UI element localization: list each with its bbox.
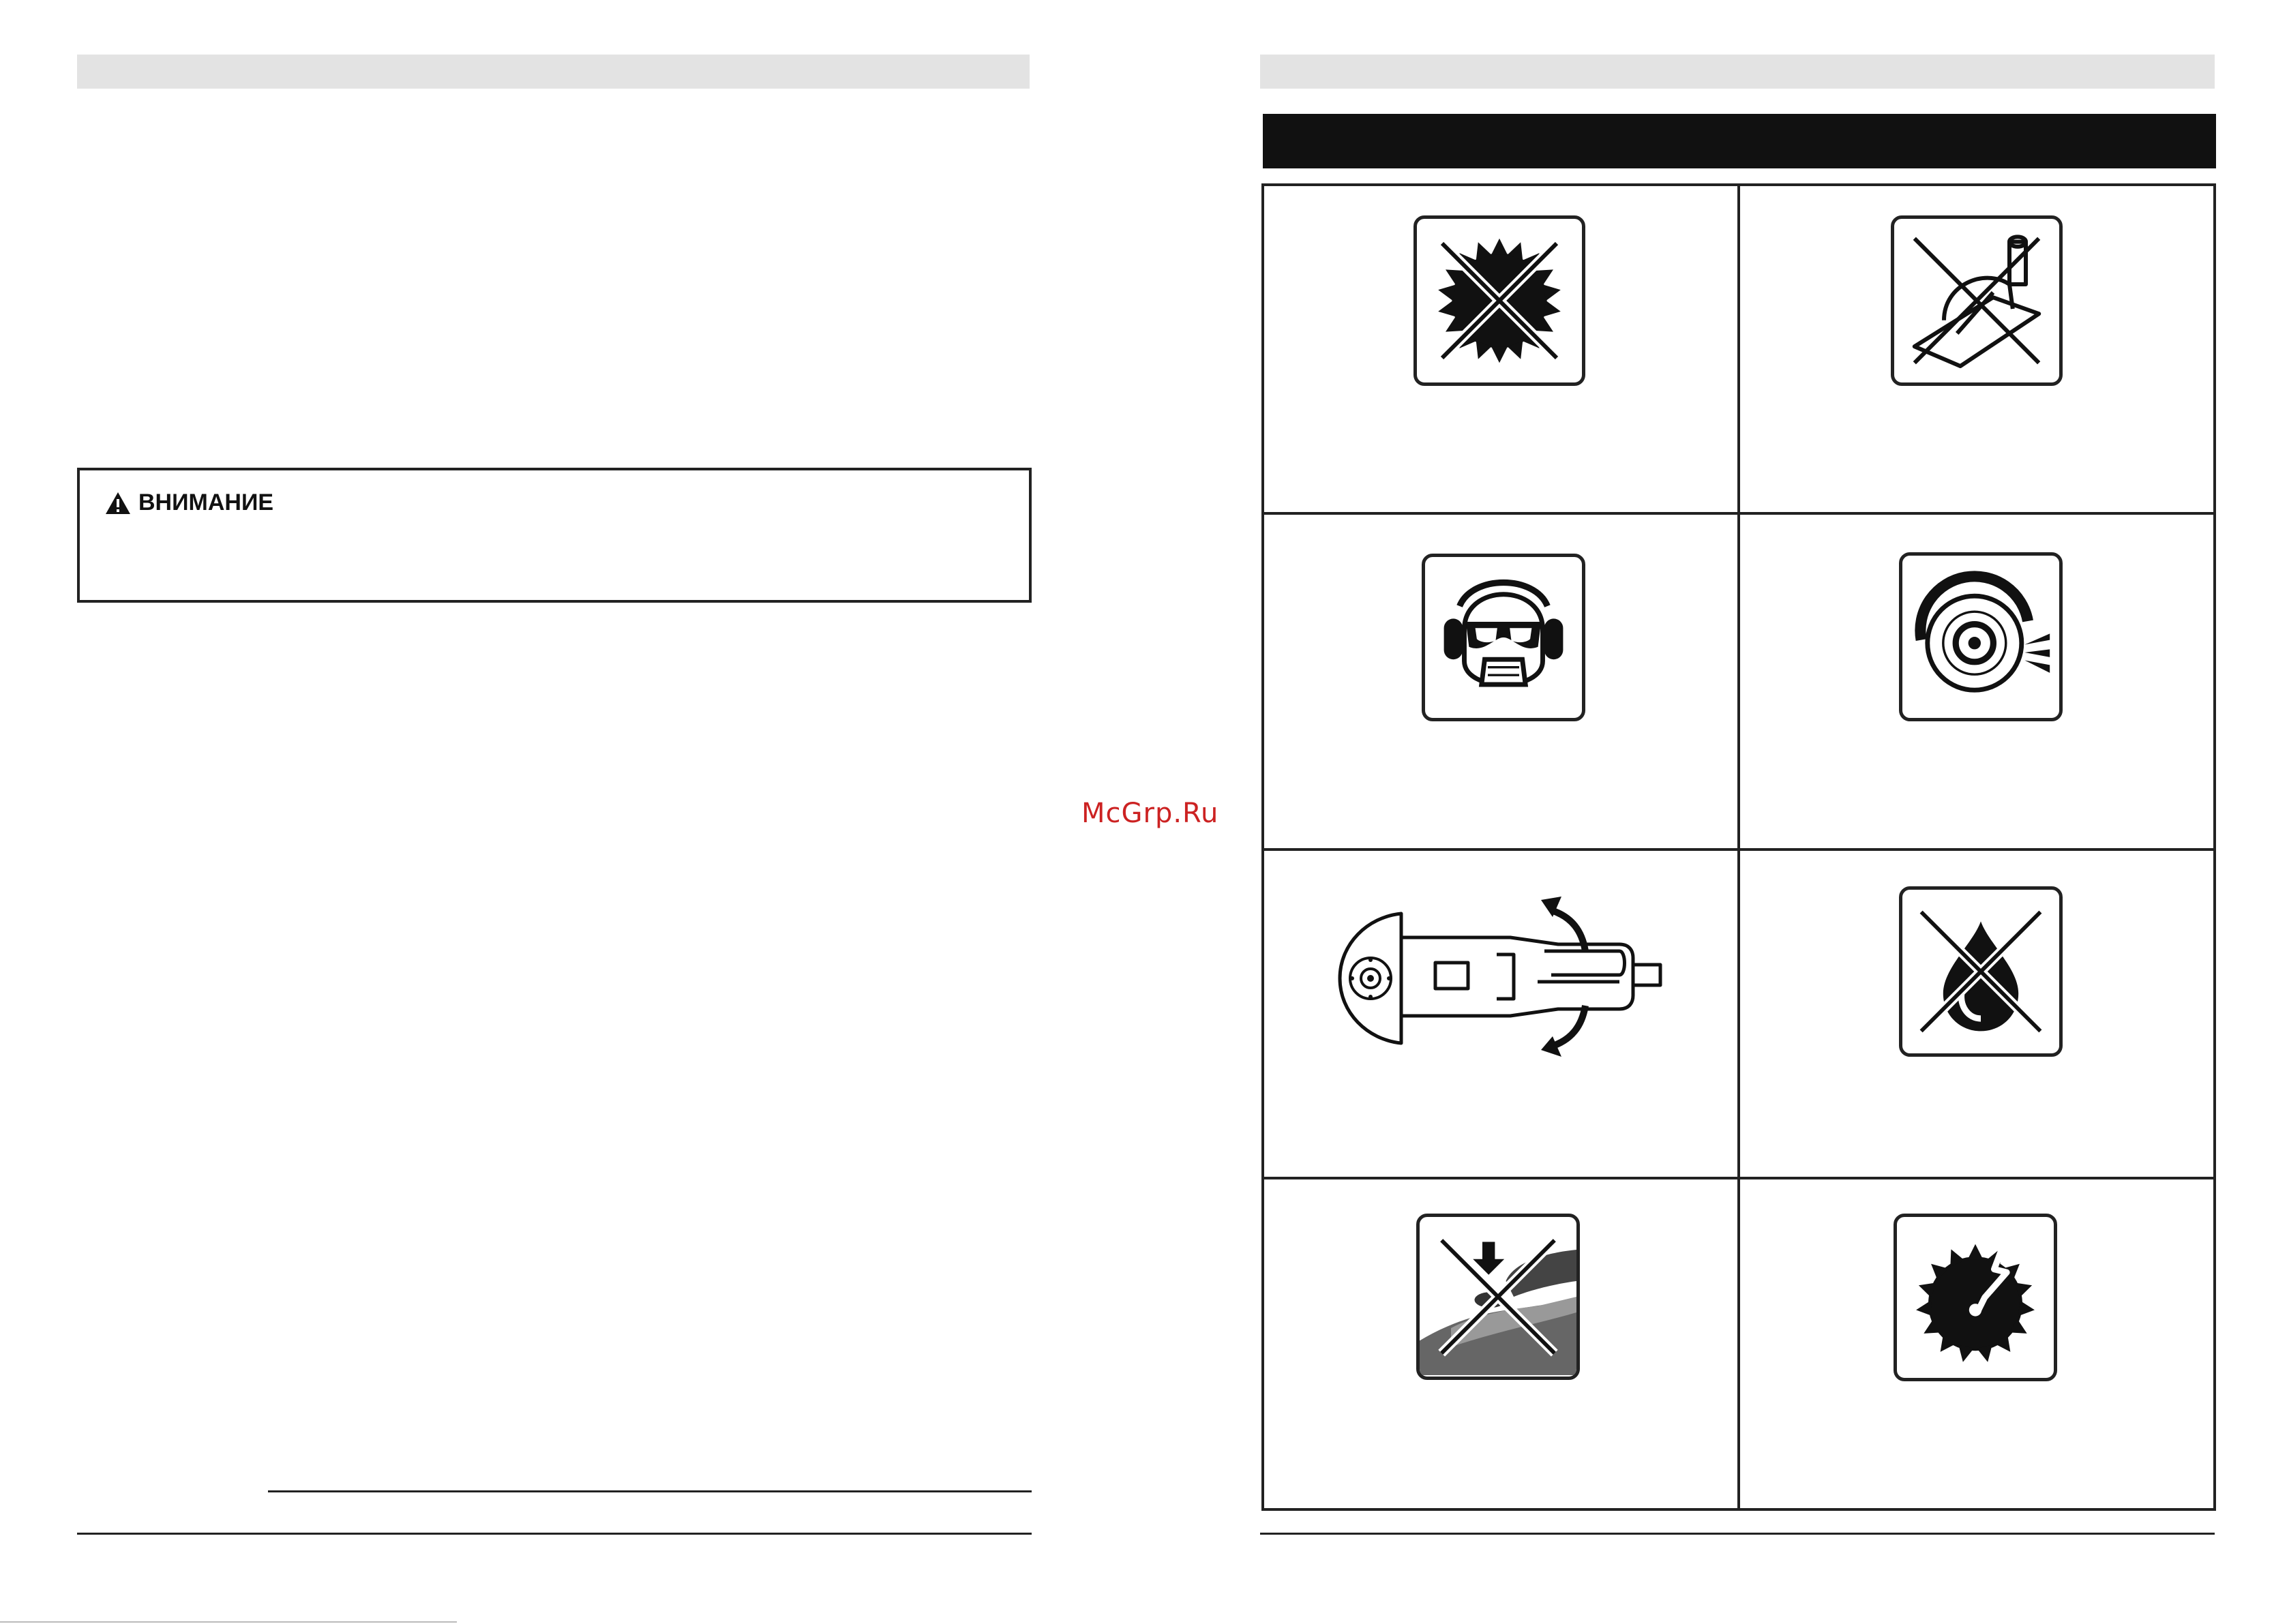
no-circular-saw-icon bbox=[1891, 215, 2063, 386]
watermark: McGrp.Ru bbox=[1081, 798, 1219, 829]
warning-triangle-icon bbox=[104, 491, 132, 515]
footnote-rule bbox=[268, 1490, 1032, 1492]
rotatable-handle-icon bbox=[1333, 879, 1674, 1070]
left-header-bar bbox=[77, 55, 1030, 89]
symbol-table-row-line bbox=[1261, 512, 2216, 515]
use-guard-icon bbox=[1899, 552, 2063, 721]
section-title-bar bbox=[1263, 114, 2216, 168]
damaged-blade-icon bbox=[1894, 1214, 2057, 1381]
right-header-bar bbox=[1260, 55, 2215, 89]
symbol-table-row-line bbox=[1261, 1177, 2216, 1179]
no-saw-blades-icon bbox=[1413, 215, 1585, 386]
warning-heading bbox=[104, 490, 273, 516]
left-bottom-line bbox=[0, 1621, 457, 1623]
right-footer-rule bbox=[1260, 1533, 2215, 1535]
symbol-table-divider bbox=[1737, 183, 1740, 1511]
do-not-press-spindle-lock-icon bbox=[1416, 1214, 1580, 1380]
wear-eye-ear-respiratory-protection-icon bbox=[1422, 554, 1585, 721]
warning-box bbox=[77, 468, 1032, 603]
symbol-table-row-line bbox=[1261, 848, 2216, 851]
warning-title: ВНИМАНИЕ bbox=[138, 490, 274, 515]
no-liquid-coolant-icon bbox=[1899, 886, 2063, 1057]
left-footer-rule bbox=[77, 1533, 1032, 1535]
